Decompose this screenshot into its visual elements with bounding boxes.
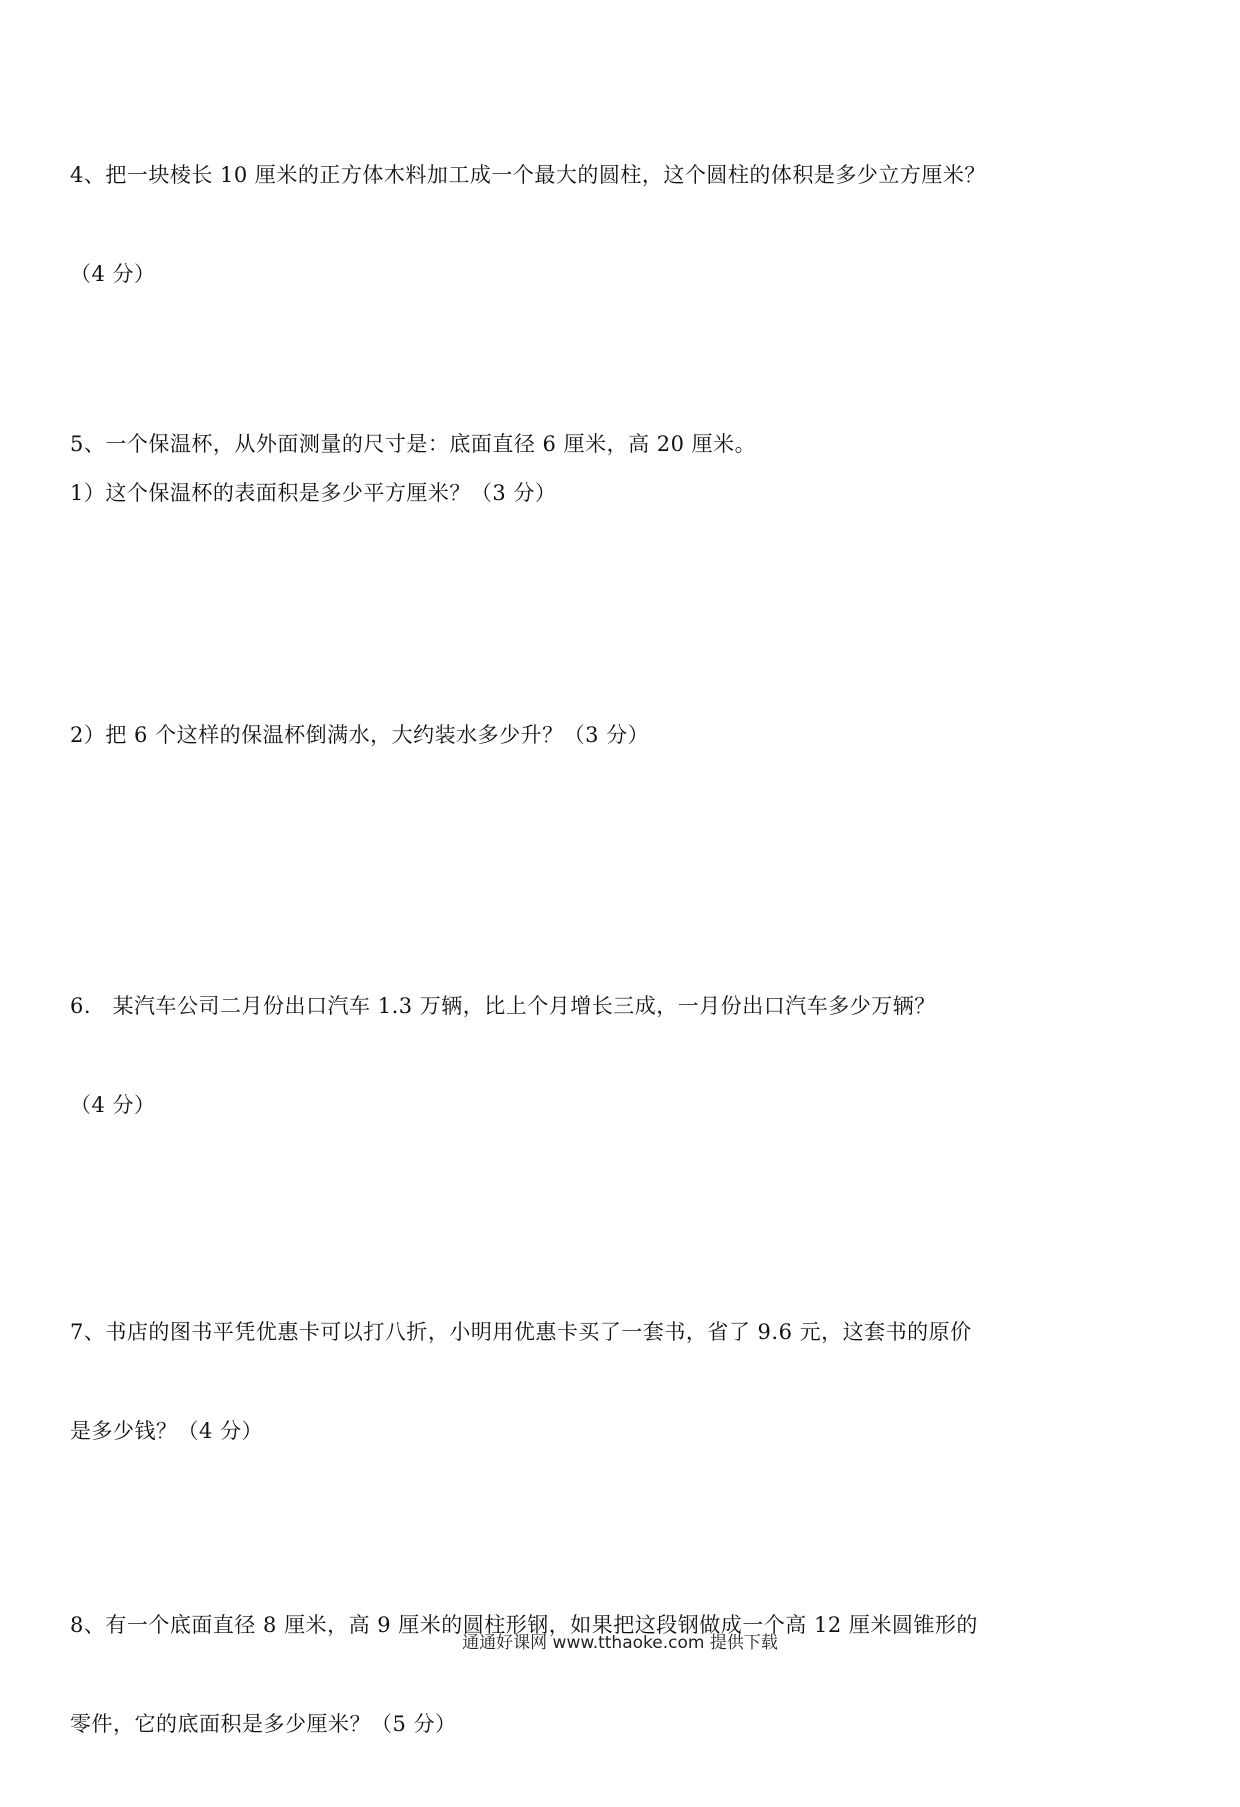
question-8 (70, 1543, 1150, 1807)
question-8-line-1: 8、有一个底面直径 8 厘米，高 9 厘米的圆柱形钢，如果把这段钢做成一个高 12 厘米圆锥形的 (70, 1613, 978, 1637)
question-6-line-1: 6. 某汽车公司二月份出口汽车 1.3 万辆，比上个月增长三成，一月份出口汽车多少万辆？ (70, 994, 936, 1018)
question-7 (70, 1250, 1150, 1514)
question-7-line-1: 7、书店的图书平凭优惠卡可以打八折，小明用优惠卡买了一套书，省了 9.6 元，这套书的原价 (70, 1320, 972, 1344)
question-5-part-1 (70, 411, 1150, 576)
question-6 (70, 924, 1150, 1188)
question-5-line-1: 5、一个保温杯，从外面测量的尺寸是：底面直径 6 厘米，高 20 厘米。 (70, 432, 757, 456)
question-5-part-2 (70, 653, 1150, 818)
question-5-part-2-line: 2）把 6 个这样的保温杯倒满水，大约装水多少升？（3 分） (70, 723, 650, 747)
page-footer: 通通好课网 www.tthaoke.com 提供下载 (462, 1633, 778, 1653)
question-8-line-2: 零件，它的底面积是多少厘米？（5 分） (70, 1712, 457, 1736)
question-5-part-1-line: 1）这个保温杯的表面积是多少平方厘米？（3 分） (70, 481, 557, 505)
question-4-line-1: 4、把一块棱长 10 厘米的正方体木料加工成一个最大的圆柱，这个圆柱的体积是多少立方厘米？ (70, 163, 986, 187)
question-4 (70, 93, 1150, 357)
question-7-line-2: 是多少钱？（4 分） (70, 1419, 264, 1443)
question-4-line-2: （4 分） (70, 262, 156, 286)
question-6-line-2: （4 分） (70, 1093, 156, 1117)
